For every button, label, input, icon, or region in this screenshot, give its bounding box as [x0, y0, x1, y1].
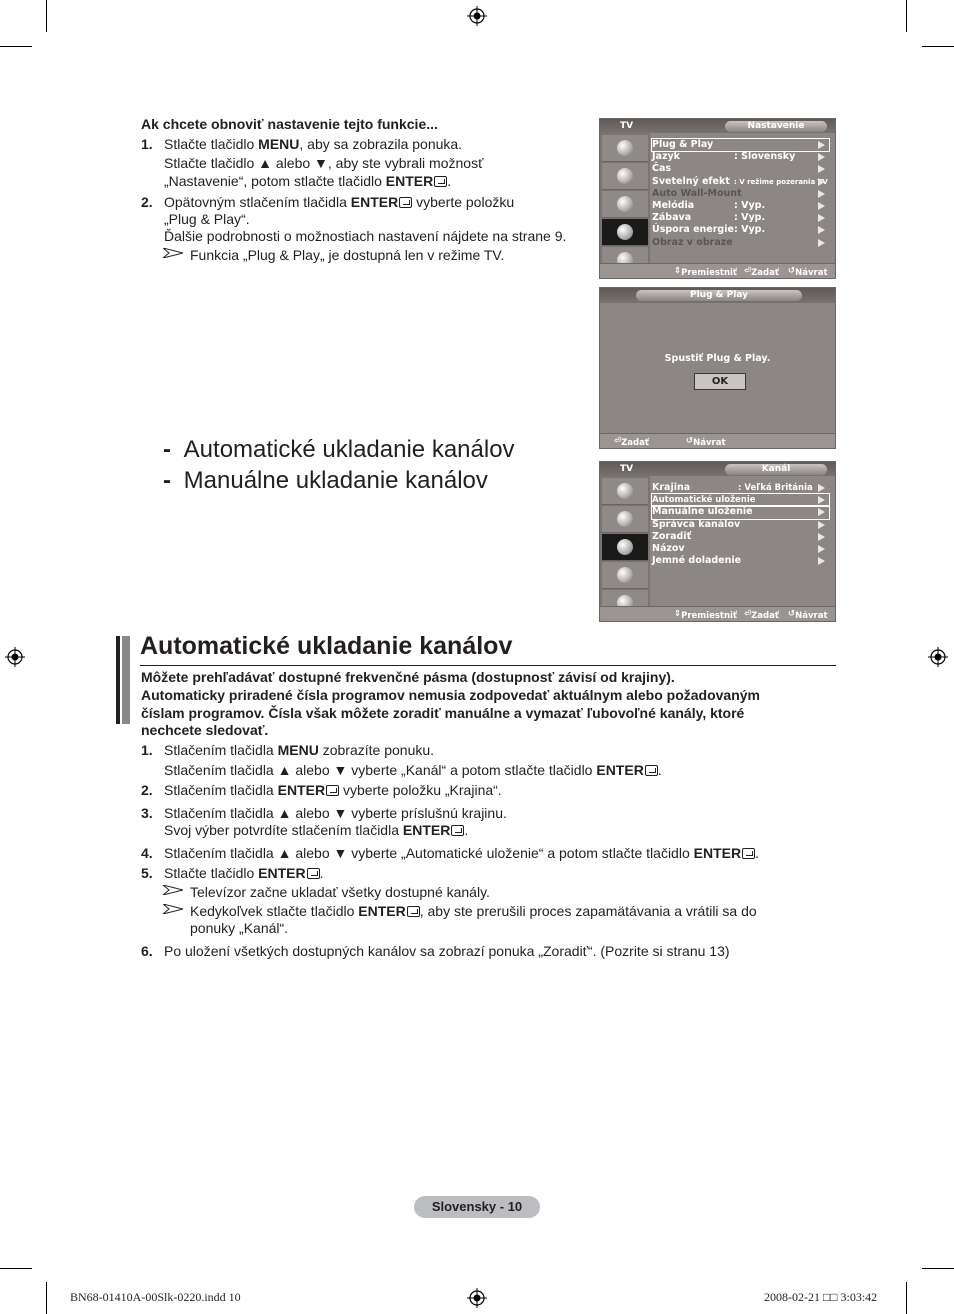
ok-button[interactable]: OK: [694, 373, 746, 390]
step-text: „Nastavenie“, potom stlačte tlačidlo ENTER .: [164, 173, 452, 189]
submenu-arrow-icon: [818, 545, 825, 553]
note-text-part: , aby ste prerušili proces zapamätávania a vrátili sa do: [419, 903, 757, 919]
menu-item[interactable]: [652, 212, 829, 224]
plug-play-footer: [600, 433, 835, 448]
step-text-part: zobrazíte ponuku.: [318, 742, 435, 758]
step-text-part: Stlačením tlačidla ▲ alebo ▼ vyberte „Automatické uloženie“ a potom stlačte tlačidlo: [164, 845, 694, 861]
menu-item-value: : Vyp.: [734, 212, 766, 224]
key-name: ENTER: [693, 845, 742, 861]
step-number: 2.: [141, 782, 153, 798]
submenu-arrow-icon: [818, 202, 825, 210]
menu-footer: [600, 263, 835, 278]
picture-category-icon[interactable]: [602, 478, 648, 505]
crop-mark: [0, 1268, 32, 1269]
submenu-arrow-icon: [818, 496, 825, 504]
enter-icon: [742, 848, 755, 859]
registration-mark-icon: [5, 647, 25, 667]
section-intro: Automaticky priradené čísla programov nemusia zodpovedať aktuálnym alebo požadovaným: [141, 687, 760, 703]
step-text-part: Stlačením tlačidla: [164, 742, 278, 758]
note-text: Funkcia „Plug & Play„ je dostupná len v režime TV.: [190, 247, 505, 263]
plug-play-message: Spustiť Plug & Play.: [664, 353, 771, 364]
subtopic-label: Manuálne ukladanie kanálov: [183, 467, 488, 494]
menu-item-label: Svetelný efekt: [652, 175, 730, 187]
menu-item[interactable]: [652, 519, 829, 531]
step-number: 5.: [141, 865, 153, 881]
menu-item-label: Úspora energie: [652, 224, 734, 236]
menu-item-value: : Slovensky: [734, 151, 796, 163]
menu-item-label: Zoradiť: [652, 530, 692, 542]
reset-title: Ak chcete obnoviť nastavenie tejto funkcie...: [141, 116, 438, 132]
menu-item[interactable]: [652, 224, 829, 236]
menu-footer: [600, 606, 835, 621]
setup-menu-list: [652, 139, 829, 249]
key-name: ENTER: [258, 865, 306, 881]
key-name: ENTER: [350, 194, 399, 210]
menu-item-label: Auto Wall-Mount: [652, 187, 742, 199]
step-text: Po uložení všetkých dostupných kanálov sa zobrazí ponuka „Zoradiť“. (Pozrite si stranu 13): [164, 943, 730, 959]
step-number: 2.: [141, 194, 153, 210]
submenu-arrow-icon: [818, 178, 825, 186]
enter-hint: ⏎ Zadať: [614, 436, 649, 448]
menu-item[interactable]: [652, 200, 829, 212]
menu-item-label: Názov: [652, 542, 685, 554]
step-text: Stlačením tlačidla ▲ alebo ▼ vyberte „Kanál“ a potom stlačte tlačidlo ENTER .: [164, 762, 662, 778]
submenu-arrow-icon: [818, 226, 825, 234]
submenu-arrow-icon: [818, 521, 825, 529]
return-hint: ↺ Návrat: [788, 266, 828, 278]
step-text-part: Opätovným stlačením tlačidla: [164, 194, 351, 210]
dash: -: [163, 467, 171, 494]
key-name: ENTER: [358, 903, 406, 919]
key-name: ENTER: [277, 782, 326, 798]
submenu-arrow-icon: [818, 153, 825, 161]
crop-mark: [46, 1282, 47, 1314]
enter-icon: [399, 197, 412, 208]
registration-mark-icon: [467, 6, 487, 26]
return-hint: ↺ Návrat: [788, 609, 828, 621]
crop-mark: [0, 46, 32, 47]
menu-item[interactable]: [652, 506, 829, 518]
submenu-arrow-icon: [818, 239, 825, 247]
tv-label: TV: [620, 464, 634, 474]
menu-item-label: Čas: [652, 163, 672, 175]
enter-icon: [307, 868, 320, 879]
setup-category-icon[interactable]: [602, 562, 648, 589]
note-text-part: Kedykoľvek stlačte tlačidlo: [190, 903, 359, 919]
note-arrow-icon: [163, 904, 183, 914]
note-arrow-icon: [163, 248, 183, 258]
channel-category-icon[interactable]: [602, 534, 648, 561]
channel-menu-panel: [599, 461, 836, 622]
step-text: „Plug & Play“.: [164, 211, 250, 227]
submenu-arrow-icon: [818, 190, 825, 198]
step-number: 4.: [141, 845, 153, 861]
step-text-part: , aby sa zobrazila ponuka.: [299, 136, 463, 152]
note-text: Televízor začne ukladať všetky dostupné kanály.: [190, 884, 490, 900]
step-number: 3.: [141, 805, 153, 821]
menu-item-label: Melódia: [652, 199, 695, 211]
step-text-part: Stlačením tlačidla: [164, 782, 278, 798]
step-text-part: „Nastavenie“, potom stlačte tlačidlo: [164, 173, 386, 189]
menu-item[interactable]: [652, 151, 829, 163]
submenu-arrow-icon: [818, 533, 825, 541]
crop-mark: [922, 1268, 954, 1269]
menu-item[interactable]: [652, 494, 829, 506]
menu-category-sidebar: [600, 476, 650, 607]
enter-icon: [645, 765, 658, 776]
setup-menu-panel: [599, 118, 836, 279]
submenu-arrow-icon: [818, 214, 825, 222]
key-name: ENTER: [596, 762, 644, 778]
step-text: Stlačením tlačidla ▲ alebo ▼ vyberte príslušnú krajinu.: [164, 805, 507, 821]
menu-item[interactable]: [652, 176, 829, 188]
channel-menu-list: [652, 482, 829, 567]
submenu-arrow-icon: [818, 508, 825, 516]
menu-item-value: : V režime pozerania TV: [734, 177, 828, 186]
key-name: ENTER: [385, 173, 434, 189]
step-text: Svoj výber potvrdíte stlačením tlačidla ENTER .: [164, 822, 469, 838]
subtopic-item: [163, 467, 488, 495]
menu-title: Nastavenie: [725, 121, 827, 132]
step-text-part: vyberte položku: [412, 194, 515, 210]
submenu-arrow-icon: [818, 484, 825, 492]
menu-item-label: Krajina: [652, 482, 691, 493]
menu-item[interactable]: [652, 482, 829, 494]
enter-icon: [326, 785, 339, 796]
plug-play-title: Plug & Play: [636, 290, 802, 301]
plug-play-title-bar: [600, 288, 835, 303]
menu-item-label: Plug & Play: [652, 139, 714, 150]
menu-title: Kanál: [725, 464, 827, 475]
note-text: ponuky „Kanál“.: [190, 920, 289, 936]
crop-mark: [46, 0, 47, 32]
step-text: [164, 782, 502, 799]
subtopic-item: [163, 436, 515, 464]
section-heading: Automatické ukladanie kanálov: [140, 632, 513, 660]
menu-item-value: : Veľká Británia: [738, 483, 813, 493]
key-name: ENTER: [402, 822, 451, 838]
note-text: [190, 903, 757, 920]
crop-mark: [906, 1282, 907, 1314]
registration-mark-icon: [928, 647, 948, 667]
step-text: [164, 194, 514, 211]
menu-item-value: : Vyp.: [734, 224, 766, 236]
picture-category-icon[interactable]: [602, 135, 648, 162]
menu-item[interactable]: [652, 543, 829, 555]
step-text: Stlačte tlačidlo ▲ alebo ▼, aby ste vybrali možnosť: [164, 155, 484, 171]
menu-item-label: Správca kanálov: [652, 518, 741, 530]
submenu-arrow-icon: [818, 557, 825, 565]
menu-item-value: : Vyp.: [734, 199, 766, 211]
print-date-info: 2008-02-21 □□ 3:03:42: [764, 1290, 878, 1304]
menu-item-label: Automatické uloženie: [652, 495, 756, 506]
menu-item[interactable]: [652, 163, 829, 175]
section-intro: číslam programov. Čísla však môžete zoradiť manuálne a vymazať ľubovoľné kanály, ktoré: [141, 705, 745, 721]
step-number: 6.: [141, 943, 153, 959]
step-text: [164, 136, 462, 153]
sound-category-icon[interactable]: [602, 506, 648, 533]
submenu-arrow-icon: [818, 165, 825, 173]
crop-mark: [922, 46, 954, 47]
move-hint: ⇕ Premiestniť: [674, 609, 737, 621]
menu-item-label: Jemné doladenie: [652, 555, 742, 567]
menu-item[interactable]: [652, 531, 829, 543]
menu-item[interactable]: [652, 188, 829, 200]
enter-icon: [434, 176, 447, 187]
menu-item[interactable]: [652, 139, 829, 151]
move-hint: ⇕ Premiestniť: [674, 266, 737, 278]
step-text-part: Stlačte tlačidlo: [164, 136, 259, 152]
menu-item-label: Jazyk: [652, 151, 680, 163]
enter-hint: ⏎ Zadať: [744, 266, 779, 278]
registration-mark-icon: [467, 1288, 487, 1308]
step-text-part: vyberte položku „Krajina“.: [339, 782, 502, 798]
menu-item[interactable]: [652, 555, 829, 567]
section-intro: nechcete sledovať.: [141, 722, 269, 738]
crop-mark: [906, 0, 907, 32]
step-number: 1.: [141, 742, 153, 758]
setup-category-icon[interactable]: [602, 219, 648, 246]
enter-icon: [407, 906, 420, 917]
return-hint: ↺ Návrat: [686, 436, 726, 448]
step-number: 1.: [141, 136, 153, 152]
plug-play-panel: [599, 287, 836, 449]
note-arrow-icon: [163, 885, 183, 895]
menu-title-bar: [600, 119, 835, 133]
key-name: MENU: [277, 742, 319, 758]
menu-category-sidebar: [600, 133, 650, 264]
heading-rule: [140, 665, 836, 666]
submenu-arrow-icon: [818, 141, 825, 149]
menu-title-bar: [600, 462, 835, 476]
section-marker: [116, 636, 130, 724]
section-intro: Môžete prehľadávať dostupné frekvenčné pásma (dostupnosť závisí od krajiny).: [141, 669, 675, 685]
dash: -: [163, 436, 171, 463]
subtopic-label: Automatické ukladanie kanálov: [183, 436, 515, 463]
menu-item-label: Obraz v obraze: [652, 236, 733, 248]
step-text-part: Svoj výber potvrdíte stlačením tlačidla: [164, 822, 403, 838]
page-number-badge: Slovensky - 10: [414, 1196, 540, 1218]
enter-icon: [451, 825, 464, 836]
print-file-info: BN68-01410A-00Slk-0220.indd 10: [70, 1290, 241, 1304]
channel-category-icon[interactable]: [602, 191, 648, 218]
tv-label: TV: [620, 121, 634, 131]
sound-category-icon[interactable]: [602, 163, 648, 190]
menu-item-label: Manuálne uloženie: [652, 506, 753, 518]
step-text-part: Stlačte tlačidlo: [164, 865, 259, 881]
step-text: Ďalšie podrobnosti o možnostiach nastavení nájdete na strane 9.: [164, 228, 567, 244]
step-text-part: Stlačením tlačidla ▲ alebo ▼ vyberte „Kanál“ a potom stlačte tlačidlo: [164, 762, 597, 778]
step-text: [164, 742, 434, 759]
enter-hint: ⏎ Zadať: [744, 609, 779, 621]
step-text: Stlačením tlačidla ▲ alebo ▼ vyberte „Automatické uloženie“ a potom stlačte tlačidlo ENTER .: [164, 845, 759, 861]
menu-item[interactable]: [652, 237, 829, 249]
key-name: MENU: [258, 136, 300, 152]
menu-item-label: Zábava: [652, 212, 692, 224]
step-text: Stlačte tlačidlo ENTER .: [164, 865, 324, 881]
